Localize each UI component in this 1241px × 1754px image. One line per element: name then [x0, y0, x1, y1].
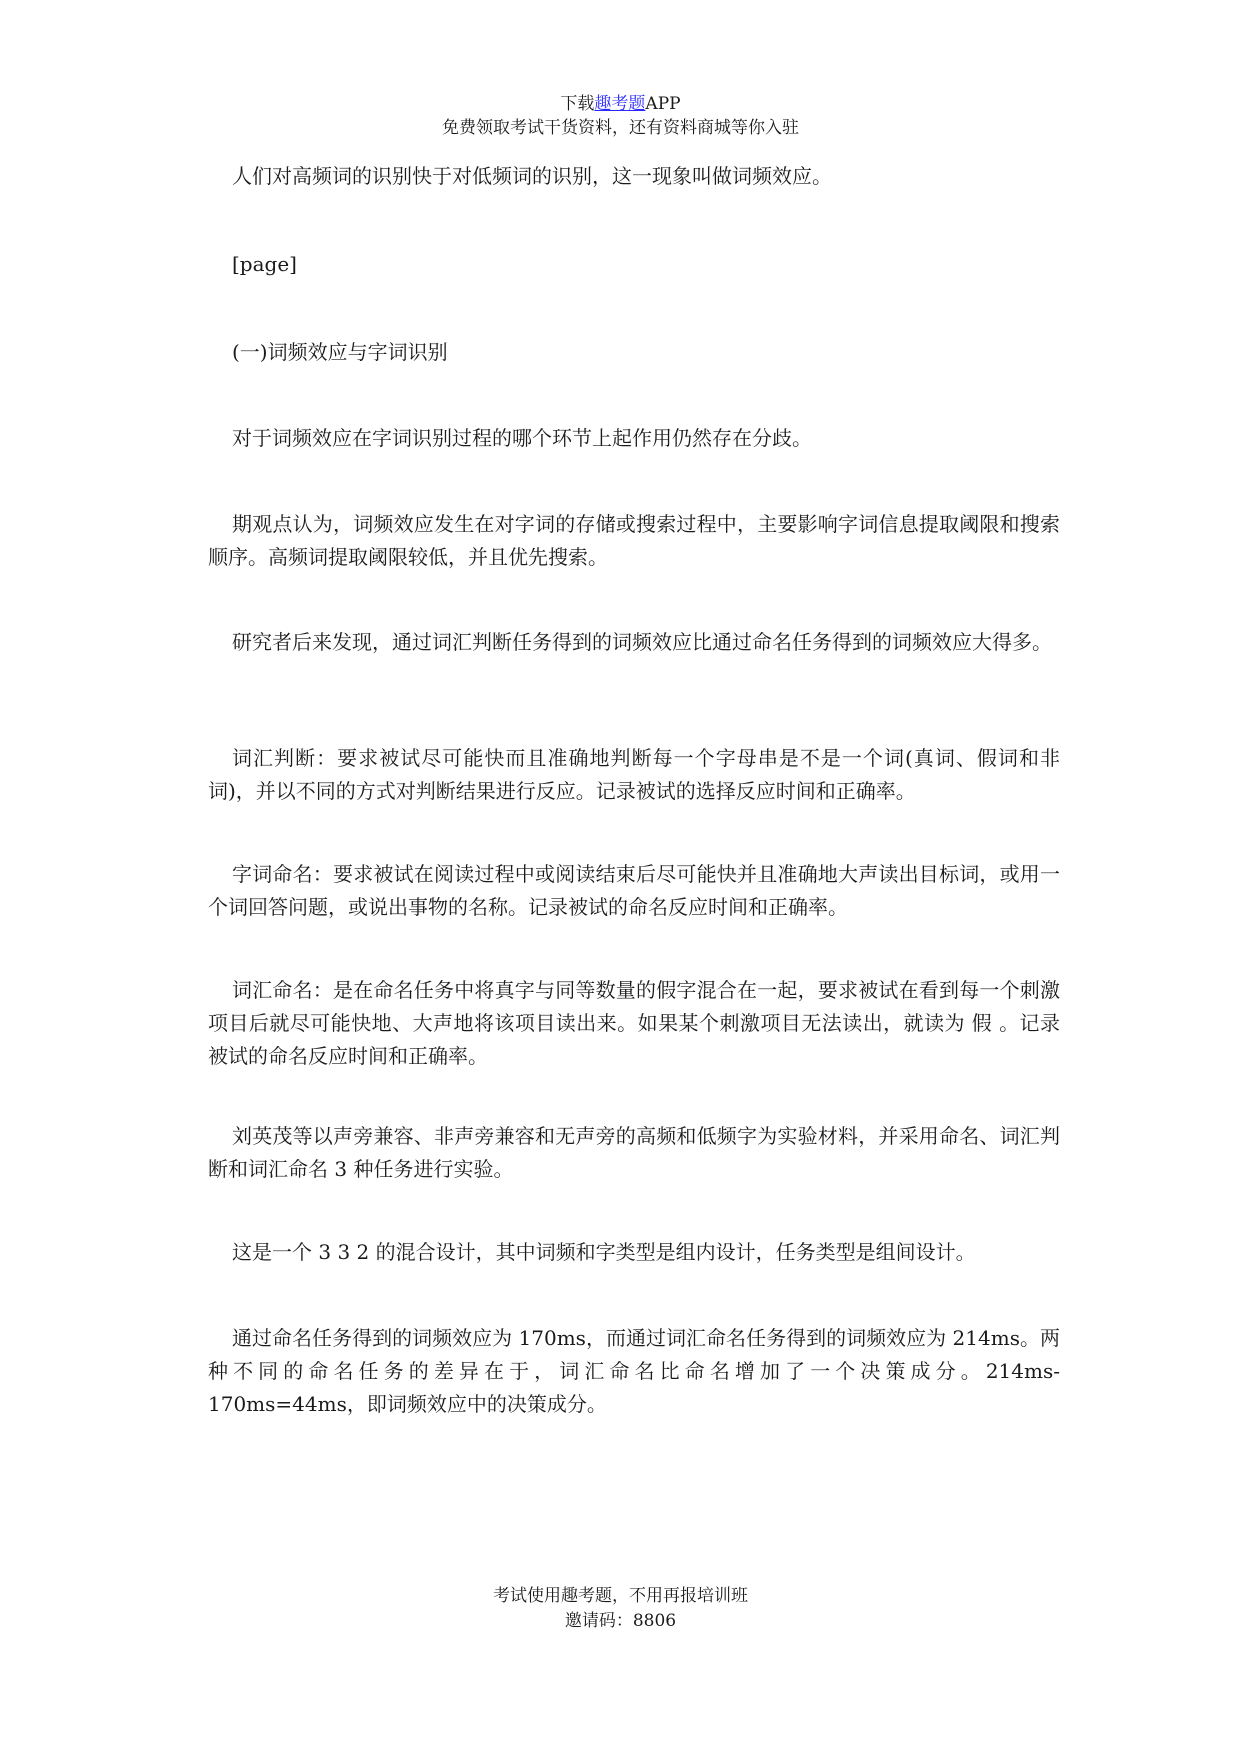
page-header	[0, 92, 1241, 140]
header-tagline: 免费领取考试干货资料，还有资料商城等你入驻	[442, 118, 799, 138]
header-download-line	[0, 92, 1241, 116]
paragraph-page-marker: [page]	[232, 252, 297, 276]
paragraph-intro: 人们对高频词的识别快于对低频词的识别，这一现象叫做词频效应。	[232, 164, 832, 188]
paragraph-disagreement: 对于词频效应在字词识别过程的哪个环节上起作用仍然存在分歧。	[232, 426, 812, 450]
footer-invite-code: 邀请码：8806	[564, 1611, 677, 1631]
paragraph-later-finding: 研究者后来发现，通过词汇判断任务得到的词频效应比通过命名任务得到的词频效应大得多。	[232, 630, 1052, 654]
app-link[interactable]: 趣考题	[594, 94, 646, 114]
section-heading: (一)词频效应与字词识别	[232, 340, 448, 364]
paragraph-word-naming: 字词命名：要求被试在阅读过程中或阅读结束后尽可能快并且准确地大声读出目标词，或用一个词回答问题，或说出事物的名称。记录被试的命名反应时间和正确率。	[208, 862, 1060, 919]
footer-slogan: 考试使用趣考题，不用再报培训班	[493, 1586, 748, 1606]
header-suffix: APP	[645, 94, 681, 114]
paragraph-design: 这是一个 3 3 2 的混合设计，其中词频和字类型是组内设计，任务类型是组间设计。	[232, 1240, 976, 1264]
paragraph-lexical-naming: 词汇命名：是在命名任务中将真字与同等数量的假字混合在一起，要求被试在看到每一个刺激项目后就尽可能快地、大声地将该项目读出来。如果某个刺激项目无法读出，就读为 假 。记录被试的命名反应时间和正确率。	[208, 978, 1060, 1068]
paragraph-lexical-decision: 词汇判断：要求被试尽可能快而且准确地判断每一个字母串是不是一个词(真词、假词和非词)，并以不同的方式对判断结果进行反应。记录被试的选择反应时间和正确率。	[208, 746, 1060, 803]
paragraph-early-view: 期观点认为，词频效应发生在对字词的存储或搜索过程中，主要影响字词信息提取阈限和搜索顺序。高频词提取阈限较低，并且优先搜索。	[208, 512, 1060, 569]
paragraph-liu-experiment: 刘英茂等以声旁兼容、非声旁兼容和无声旁的高频和低频字为实验材料，并采用命名、词汇判断和词汇命名 3 种任务进行实验。	[208, 1124, 1060, 1181]
paragraph-results: 通过命名任务得到的词频效应为 170ms，而通过词汇命名任务得到的词频效应为 214ms。两种不同的命名任务的差异在于，词汇命名比命名增加了一个决策成分。214ms-170ms=44ms，即词频效应中的决策成分。	[208, 1326, 1060, 1416]
page-footer	[0, 1584, 1241, 1634]
header-prefix: 下载	[560, 94, 595, 114]
